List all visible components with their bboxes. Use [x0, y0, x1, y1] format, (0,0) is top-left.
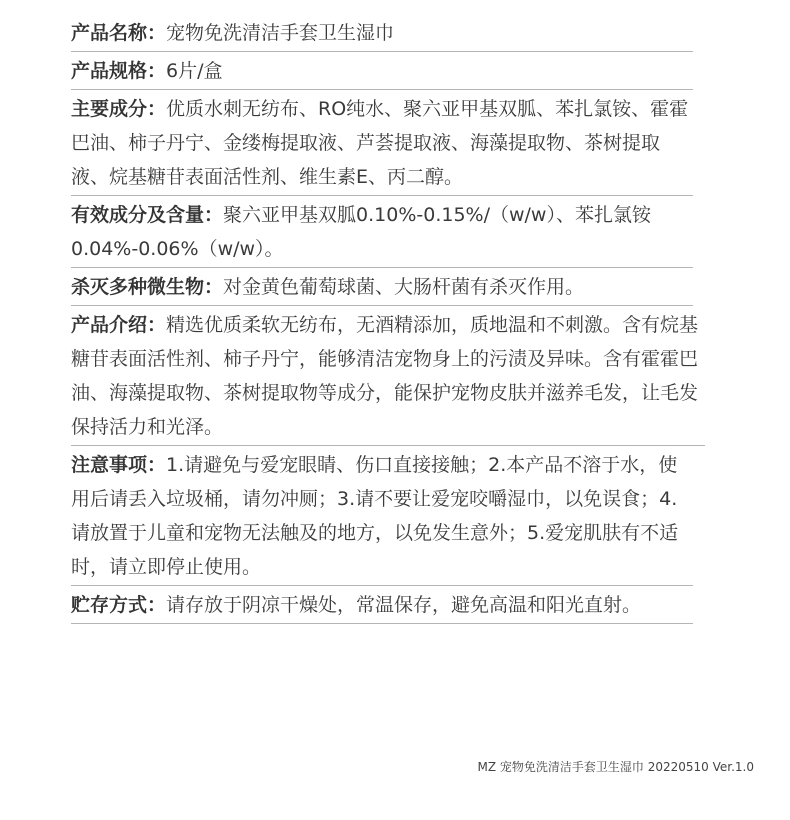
section-label: 贮存方式： — [71, 594, 167, 616]
product-intro-section — [71, 306, 705, 446]
version-footer: MZ 宠物免洗清洁手套卫生湿巾 20220510 Ver.1.0 — [477, 760, 754, 774]
main-ingredients-section — [71, 90, 693, 196]
section-label: 主要成分： — [71, 98, 167, 120]
section-label: 产品名称： — [71, 22, 167, 44]
section-value: 6片/盒 — [166, 60, 223, 82]
section-value: 聚六亚甲基双胍0.10%-0.15%/（w/w）、苯扎氯铵0.04%-0.06%（w/w）。 — [71, 204, 651, 260]
product-name-section — [71, 14, 693, 52]
precautions-section — [71, 446, 693, 586]
section-value: 1.请避免与爱宠眼睛、伤口直接接触；2.本产品不溶于水，使用后请丢入垃圾桶，请勿冲厕；3.请不要让爱宠咬嚼湿巾，以免误食；4.请放置于儿童和宠物无法触及的地方，以免发生意外；5.爱宠肌肤有不适时，请立即停止使用。 — [71, 454, 679, 578]
section-label: 杀灭多种微生物： — [71, 276, 224, 298]
section-label: 产品介绍： — [71, 314, 167, 336]
section-value: 对金黄色葡萄球菌、大肠杆菌有杀灭作用。 — [223, 276, 585, 298]
section-value: 优质水刺无纺布、RO纯水、聚六亚甲基双胍、苯扎氯铵、霍霍巴油、柿子丹宁、金缕梅提取液、芦荟提取液、海藻提取物、茶树提取液、烷基糖苷表面活性剂、维生素E、丙二醇。 — [71, 98, 689, 188]
section-value: 请存放于阴凉干燥处，常温保存，避免高温和阳光直射。 — [166, 594, 642, 616]
active-ingredients-section — [71, 196, 693, 268]
section-label: 有效成分及含量： — [71, 204, 224, 226]
section-label: 产品规格： — [71, 60, 167, 82]
product-info-sheet — [71, 14, 699, 624]
section-label: 注意事项： — [71, 454, 167, 476]
section-value: 精选优质柔软无纺布，无酒精添加，质地温和不刺激。含有烷基糖苷表面活性剂、柿子丹宁，能够清洁宠物身上的污渍及异味。含有霍霍巴油、海藻提取物、茶树提取物等成分，能保护宠物皮肤并滋养毛发，让毛发保持活力和光泽。 — [71, 314, 699, 438]
storage-section — [71, 586, 693, 624]
microbe-kill-section — [71, 268, 693, 306]
product-spec-section — [71, 52, 693, 90]
section-value: 宠物免洗清洁手套卫生湿巾 — [166, 22, 395, 44]
